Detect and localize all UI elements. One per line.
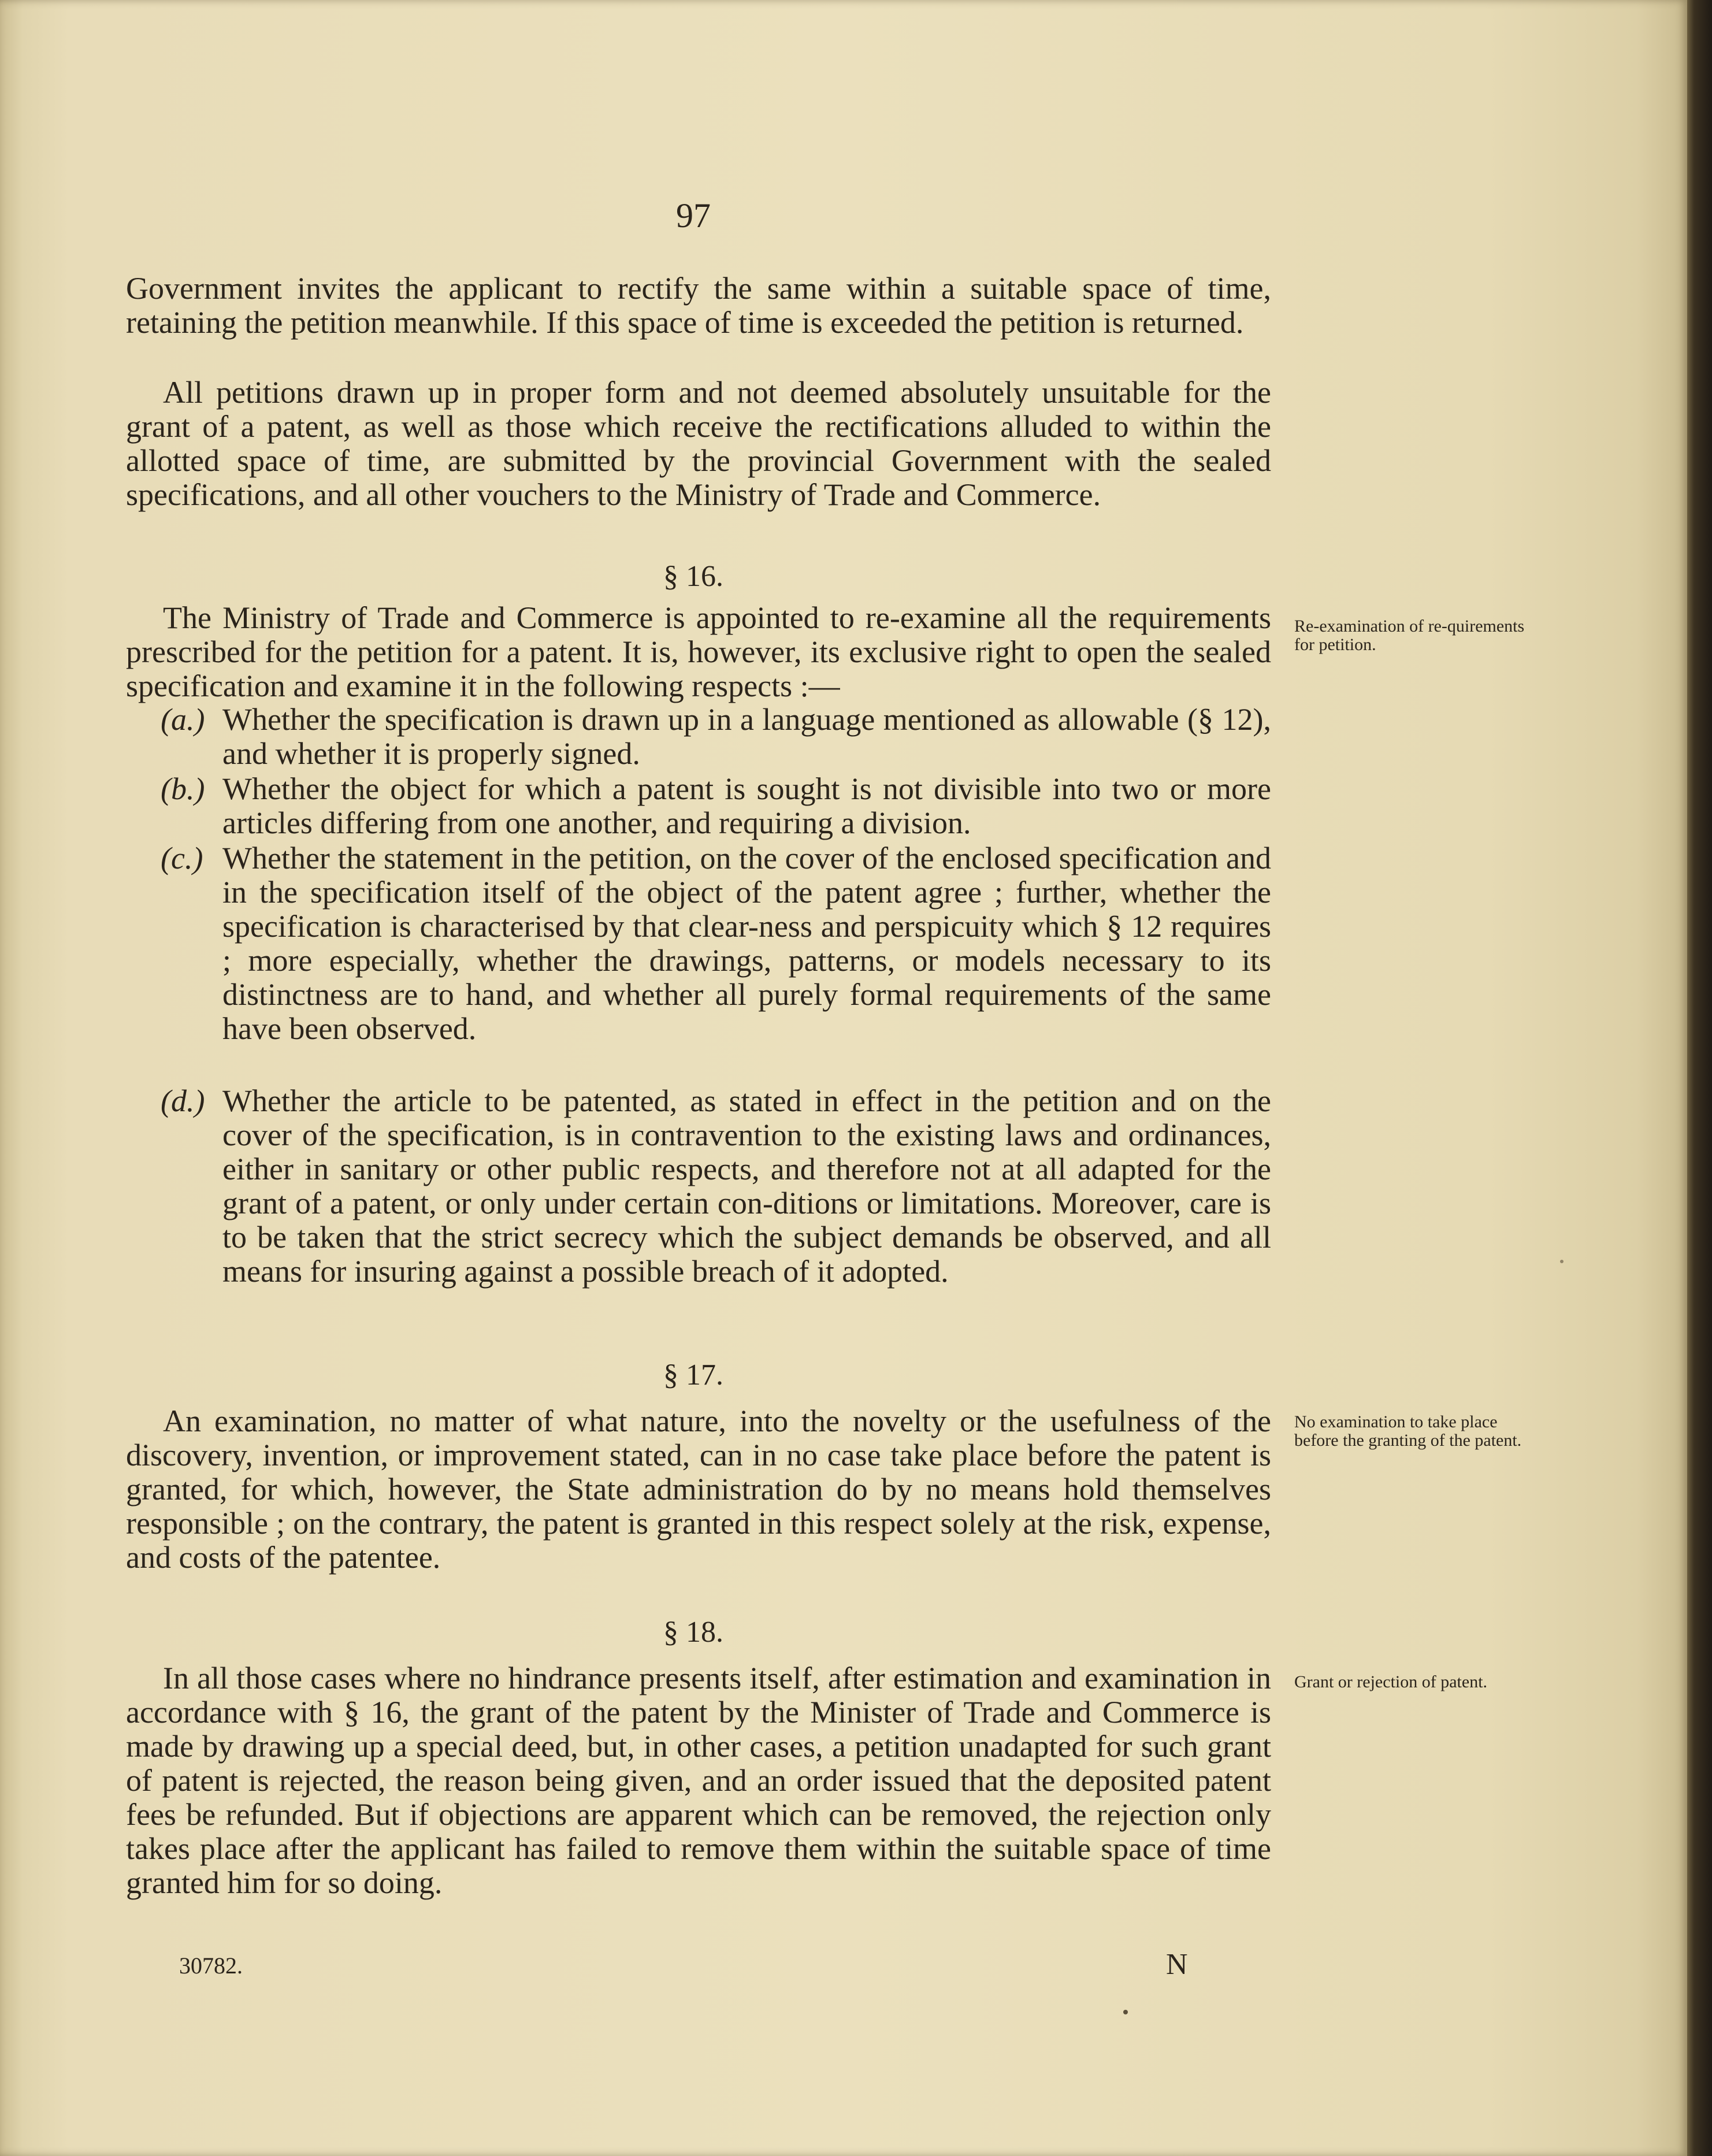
printer-number: 30782.: [179, 1953, 243, 1979]
item-b-text: Whether the object for which a patent is sought is not divisible into two or more articles differing from one another, and requiring a division.: [222, 771, 1271, 840]
item-d-text: Whether the article to be patented, as stated in effect in the petition and on the cover of the specification, is in contravention to the existing laws and ordinances, either in sanitary or other public respects, and therefore not at all adapted for the grant of a patent, or only under certain con-ditions or limitations. Moreover, care is to be taken that the strict secrecy which the subject demands be observed, and all means for insuring against a possible breach of it adopted.: [222, 1083, 1271, 1289]
intro-paragraph-2: All petitions drawn up in proper form and not deemed absolutely unsuitable for the grant of a patent, as well as those which receive the rectifications alluded to within the allotted space of time, are submitted by the provincial Government with the sealed specifications, and all other vouchers to the Ministry of Trade and Commerce.: [126, 375, 1271, 512]
intro-paragraph-1: Government invites the applicant to rectify the same within a suitable space of time, retaining the petition meanwhile. If this space of time is exceeded the petition is returned.: [126, 271, 1271, 340]
page-number: 97: [676, 196, 711, 235]
section-16-intro: The Ministry of Trade and Commerce is appointed to re-examine all the requirements prescribed for the petition for a patent. It is, however, its exclusive right to open the sealed specification and examine it in the following respects :—: [126, 600, 1271, 703]
item-a-text: Whether the specification is drawn up in a language mentioned as allowable (§ 12), and whether it is properly signed.: [222, 702, 1271, 771]
item-c-text: Whether the statement in the petition, on the cover of the enclosed specification and in the specification itself of the object of the patent agree ; further, whether the specification is characterised by that clear-ness and perspicuity which § 12 requires ; more especially, whether the drawings, patterns, or models necessary to its distinctness are to hand, and whether all purely formal requirements of the same have been observed.: [222, 841, 1271, 1046]
section-17-margin-note: No examination to take place before the granting of the patent.: [1294, 1412, 1522, 1450]
item-a-label: (a.): [161, 702, 205, 737]
section-18-heading: § 18.: [663, 1616, 723, 1649]
section-17-heading: § 17.: [663, 1359, 723, 1391]
section-18-text: In all those cases where no hindrance presents itself, after estimation and examination in accordance with § 16, the grant of the patent by the Minister of Trade and Commerce is made by drawing up a special deed, but, in other cases, a petition unadapted for such grant of patent is rejected, the reason being given, and an order issued that the deposited patent fees be refunded. But if objections are apparent which can be removed, the rejection only takes place after the applicant has failed to remove them within the suitable space of time granted him for so doing.: [126, 1661, 1271, 1900]
ink-speck: [1560, 1260, 1564, 1263]
ink-speck: [1123, 2010, 1128, 2014]
section-17-text: An examination, no matter of what nature, into the novelty or the usefulness of the discovery, invention, or improvement stated, can in no case take place before the patent is granted, for which, however, the State administration do by no means hold themselves responsible ; on the contrary, the patent is granted in this respect solely at the risk, expense, and costs of the patentee.: [126, 1404, 1271, 1575]
item-d-label: (d.): [161, 1083, 205, 1118]
page-edge: [1687, 0, 1712, 2156]
section-18-margin-note: Grant or rejection of patent.: [1294, 1672, 1488, 1691]
signature-mark: N: [1166, 1948, 1188, 1981]
item-b-label: (b.): [161, 771, 205, 806]
section-16-heading: § 16.: [663, 560, 723, 593]
section-16-margin-note: Re-examination of re-quirements for petition.: [1294, 617, 1525, 654]
item-c-label: (c.): [161, 841, 203, 875]
